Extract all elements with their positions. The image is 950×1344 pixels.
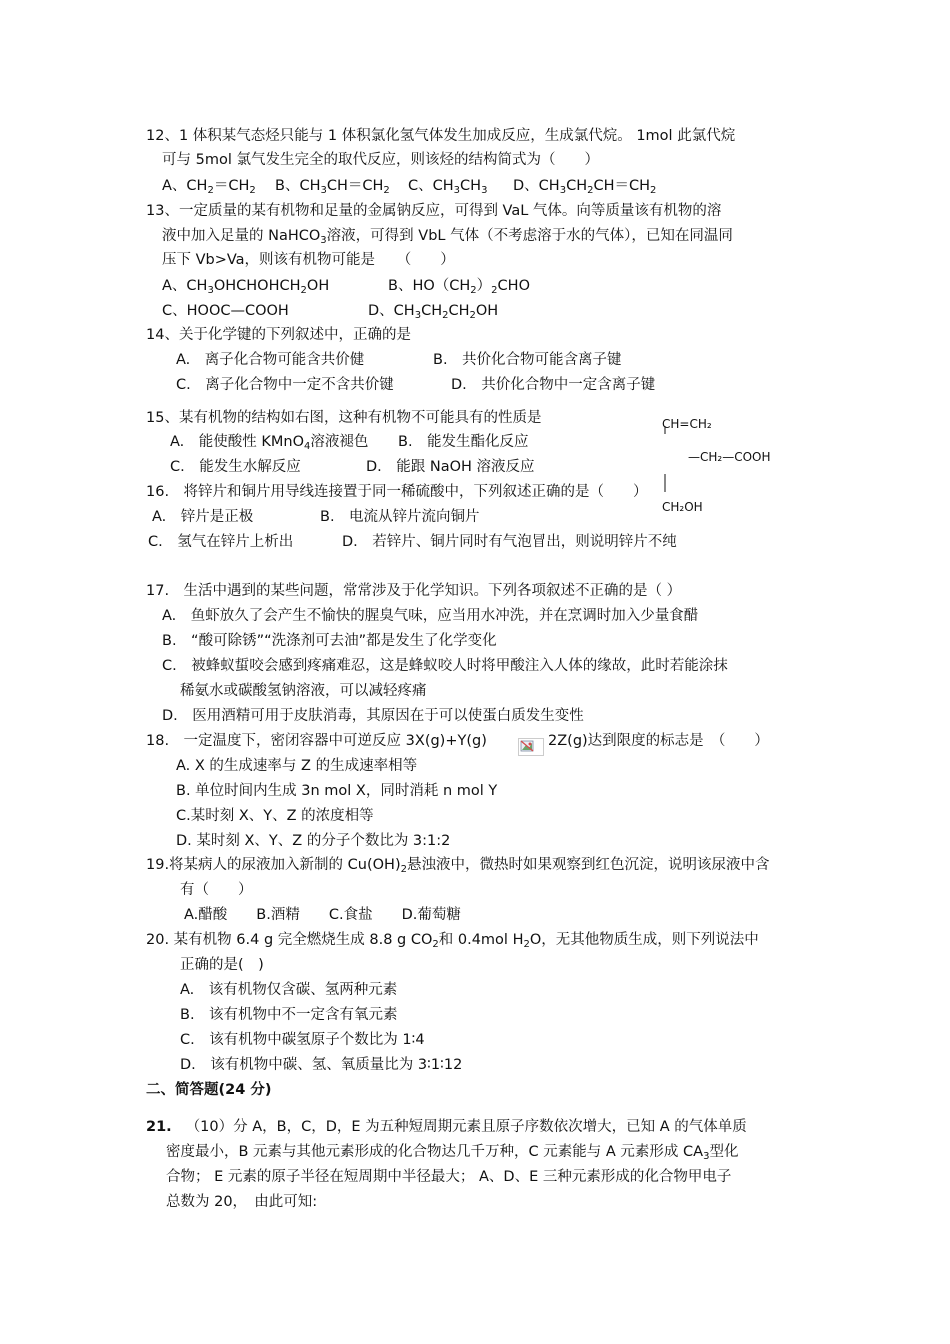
q13-stem-line2: 液中加入足量的 NaHCO$_3$溶液，可得到 VbL 气体（不考虑溶于水的气体），已知在同温同 <box>162 228 733 246</box>
q18-option-d: D. 某时刻 X、Y、Z 的分子个数比为 3:1:2 <box>176 833 451 849</box>
q15-structure-vinyl: CH=CH₂ <box>662 417 712 431</box>
q21-line1: 21. （10）分 A，B，C，D，E 为五种短周期元素且原子序数依次增大，已知 A 的气体单质 <box>146 1119 747 1135</box>
equilibrium-arrow-image <box>518 738 544 756</box>
q17-option-a: A. 鱼虾放久了会产生不愉快的腥臭气味，应当用水冲洗，并在烹调时加入少量食醋 <box>162 608 699 624</box>
q20-stem-line1: 20. 某有机物 6.4 g 完全燃烧生成 8.8 g $CO_2$和 0.4mol $H_2O$，无其他物质生成，则下列说法中 <box>146 932 759 950</box>
q12-option-c: C、$CH_3CH_3$ <box>408 178 488 196</box>
q15-option-c: C. 能发生水解反应 <box>170 459 301 475</box>
q20-option-d: D. 该有机物中碳、氢、氧质量比为 3∶1∶12 <box>180 1057 463 1073</box>
q15-structure-hydroxymethyl: CH₂OH <box>662 500 703 514</box>
q18-option-a: A. X 的生成速率与 Z 的生成速率相等 <box>176 758 418 774</box>
q14-option-c: C. 离子化合物中一定不含共价键 <box>176 377 394 393</box>
q20-option-c: C. 该有机物中碳氢原子个数比为 1∶4 <box>180 1032 425 1048</box>
q12-option-a: A、$CH_2=CH_2$ <box>162 178 256 196</box>
q13-stem-line1: 13、一定质量的某有机物和足量的金属钠反应，可得到 VaL 气体。向等质量该有机物的溶 <box>146 203 722 219</box>
q20-stem-line2: 正确的是( ) <box>180 957 264 973</box>
q14-stem: 14、关于化学键的下列叙述中，正确的是 <box>146 327 411 343</box>
q20-option-a: A. 该有机物仅含碳、氢两种元素 <box>180 982 398 998</box>
q16-option-d: D. 若锌片、铜片同时有气泡冒出，则说明锌片不纯 <box>342 534 677 550</box>
q15-stem: 15、某有机物的结构如右图，这种有机物不可能具有的性质是 <box>146 410 542 426</box>
q13-option-b: B、$HO(CH_2)_2CHO$ <box>388 278 530 296</box>
q21-line2: 密度最小，B 元素与其他元素形成的化合物达几千万种，C 元素能与 A 元素形成 $CA_3$型化 <box>166 1144 739 1162</box>
q15-structure-bonds <box>660 420 670 500</box>
q17-option-d: D. 医用酒精可用于皮肤消毒，其原因在于可以使蛋白质发生变性 <box>162 708 584 724</box>
q13-option-a: A、$CH_3OHCHOHCH_2OH$ <box>162 278 330 296</box>
section-2-heading: 二、简答题(24 分) <box>146 1082 272 1098</box>
q15-structure-side-chain: —CH₂—COOH <box>688 450 771 464</box>
q15-option-d: D. 能跟 NaOH 溶液反应 <box>366 459 535 475</box>
q12-stem-line2: 可与 5mol 氯气发生完全的取代反应，则该烃的结构简式为（ ） <box>162 152 599 168</box>
q19-stem-line1: 19.将某病人的尿液加入新制的 $Cu(OH)_2$悬浊液中，微热时如果观察到红色沉淀，说明该尿液中含 <box>146 857 770 875</box>
q15-option-a: A. 能使酸性 KMnO$_4$溶液褪色 <box>170 434 369 452</box>
q19-stem-line2: 有（ ） <box>180 882 253 898</box>
q16-option-b: B. 电流从锌片流向铜片 <box>320 509 480 525</box>
q14-option-b: B. 共价化合物可能含离子键 <box>433 352 622 368</box>
q17-option-b: B. “酸可除锈”“洗涤剂可去油”都是发生了化学变化 <box>162 633 497 649</box>
q21-line3: 合物； E 元素的原子半径在短周期中半径最大； A、D、E 三种元素形成的化合物甲电子 <box>166 1169 732 1185</box>
q14-option-d: D. 共价化合物中一定含离子键 <box>451 377 656 393</box>
q19-options: A.醋酸 B.酒精 C.食盐 D.葡萄糖 <box>184 907 461 923</box>
q17-option-c-line1: C. 被蜂蚁蜇咬会感到疼痛难忍，这是蜂蚁咬人时将甲酸注入人体的缘故，此时若能涂抹 <box>162 658 728 674</box>
q12-option-d: D、$CH_3CH_2CH=CH_2$ <box>513 178 657 196</box>
q14-option-a: A. 离子化合物可能含共价健 <box>176 352 365 368</box>
q13-stem-line3: 压下 Vb>Va，则该有机物可能是 （ ） <box>162 252 455 268</box>
q16-option-c: C. 氢气在锌片上析出 <box>148 534 294 550</box>
q12-stem-line1: 12、1 体积某气态烃只能与 1 体积氯化氢气体发生加成反应，生成氯代烷。 1mol 此氯代烷 <box>146 128 736 144</box>
q12-option-b: B、$CH_3CH=CH_2$ <box>275 178 390 196</box>
q18-stem-part1: 18. 一定温度下，密闭容器中可逆反应 3X(g)+Y(g) <box>146 733 487 749</box>
q17-option-c-line2: 稀氨水或碳酸氢钠溶液，可以减轻疼痛 <box>180 683 427 699</box>
q16-option-a: A. 锌片是正极 <box>152 509 254 525</box>
q15-option-b: B. 能发生酯化反应 <box>398 434 529 450</box>
q18-stem-part2: 2Z(g)达到限度的标志是 （ ） <box>548 733 769 749</box>
q18-option-c: C.某时刻 X、Y、Z 的浓度相等 <box>176 808 374 824</box>
q18-option-b: B. 单位时间内生成 3n mol X，同时消耗 n mol Y <box>176 783 498 799</box>
q13-option-d: D、$CH_3CH_2CH_2OH$ <box>368 303 499 321</box>
q16-stem: 16. 将锌片和铜片用导线连接置于同一稀硫酸中，下列叙述正确的是（ ） <box>146 484 648 500</box>
q17-stem: 17. 生活中遇到的某些问题，常常涉及于化学知识。下列各项叙述不正确的是（ ） <box>146 583 682 599</box>
q13-option-c: C、HOOC—COOH <box>162 303 289 319</box>
q20-option-b: B. 该有机物中不一定含有氧元素 <box>180 1007 398 1023</box>
q21-line4: 总数为 20， 由此可知: <box>166 1194 318 1210</box>
